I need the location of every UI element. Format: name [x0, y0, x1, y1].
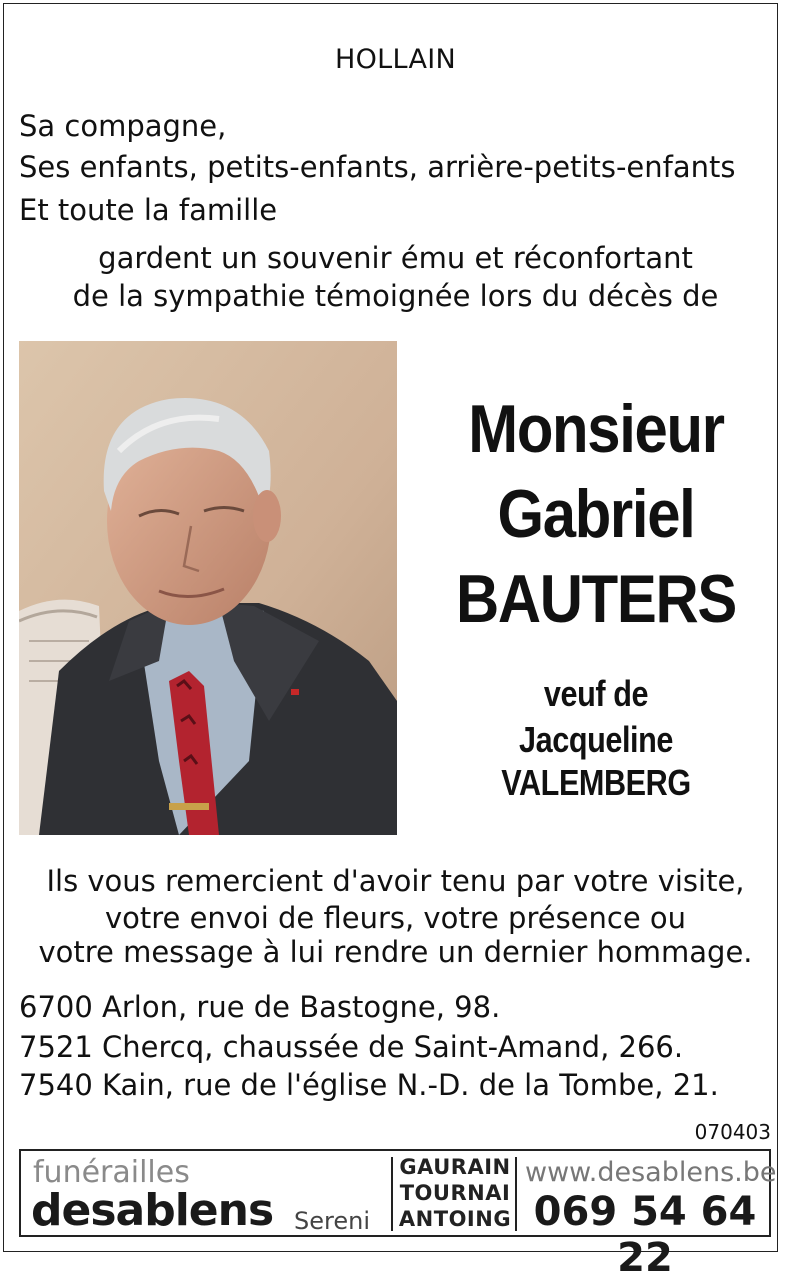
spouse-last-name: VALEMBERG — [501, 762, 691, 803]
banner-website: www.desablens.be — [525, 1157, 777, 1188]
banner-city: ANTOING — [398, 1207, 512, 1231]
address-line: 6700 Arlon, rue de Bastogne, 98. — [19, 990, 501, 1024]
widower-label: veuf de — [543, 673, 649, 714]
banner-city: GAURAIN — [399, 1155, 511, 1179]
address-line: 7540 Kain, rue de l'église N.-D. de la Tombe, 21. — [19, 1068, 719, 1102]
deceased-last-name: BAUTERS — [455, 561, 737, 637]
banner-funerailles: funérailles — [33, 1155, 190, 1190]
thanks-line: gardent un souvenir ému et réconfortant — [98, 241, 693, 275]
family-line: Sa compagne, — [19, 109, 227, 143]
family-line: Et toute la famille — [19, 193, 278, 227]
address-line: 7521 Chercq, chaussée de Saint-Amand, 266. — [19, 1030, 684, 1064]
banner-divider — [391, 1157, 393, 1231]
banner-divider — [515, 1157, 517, 1231]
message-line: Ils vous remercient d'avoir tenu par votre visite, — [46, 864, 745, 898]
message-line: votre message à lui rendre un dernier hommage. — [38, 935, 753, 969]
message-line: votre envoi de fleurs, votre présence ou — [104, 901, 687, 935]
banner-sereni: Sereni — [294, 1207, 370, 1235]
banner-phone: 069 54 64 22 — [533, 1189, 757, 1281]
thanks-line: de la sympathie témoignée lors du décès de — [72, 279, 719, 313]
town-heading: HOLLAIN — [335, 44, 456, 75]
spouse-first-name: Jacqueline — [519, 719, 673, 760]
deceased-first-name: Gabriel — [497, 476, 695, 552]
funeral-home-banner — [19, 1149, 777, 1281]
banner-city: TOURNAI — [399, 1181, 511, 1205]
deceased-portrait — [19, 341, 397, 835]
banner-brand: desablens — [31, 1185, 274, 1236]
family-line: Ses enfants, petits-enfants, arrière-petits-enfants — [19, 150, 736, 184]
deceased-title: Monsieur — [468, 391, 724, 467]
reference-number: 070403 — [694, 1120, 771, 1144]
